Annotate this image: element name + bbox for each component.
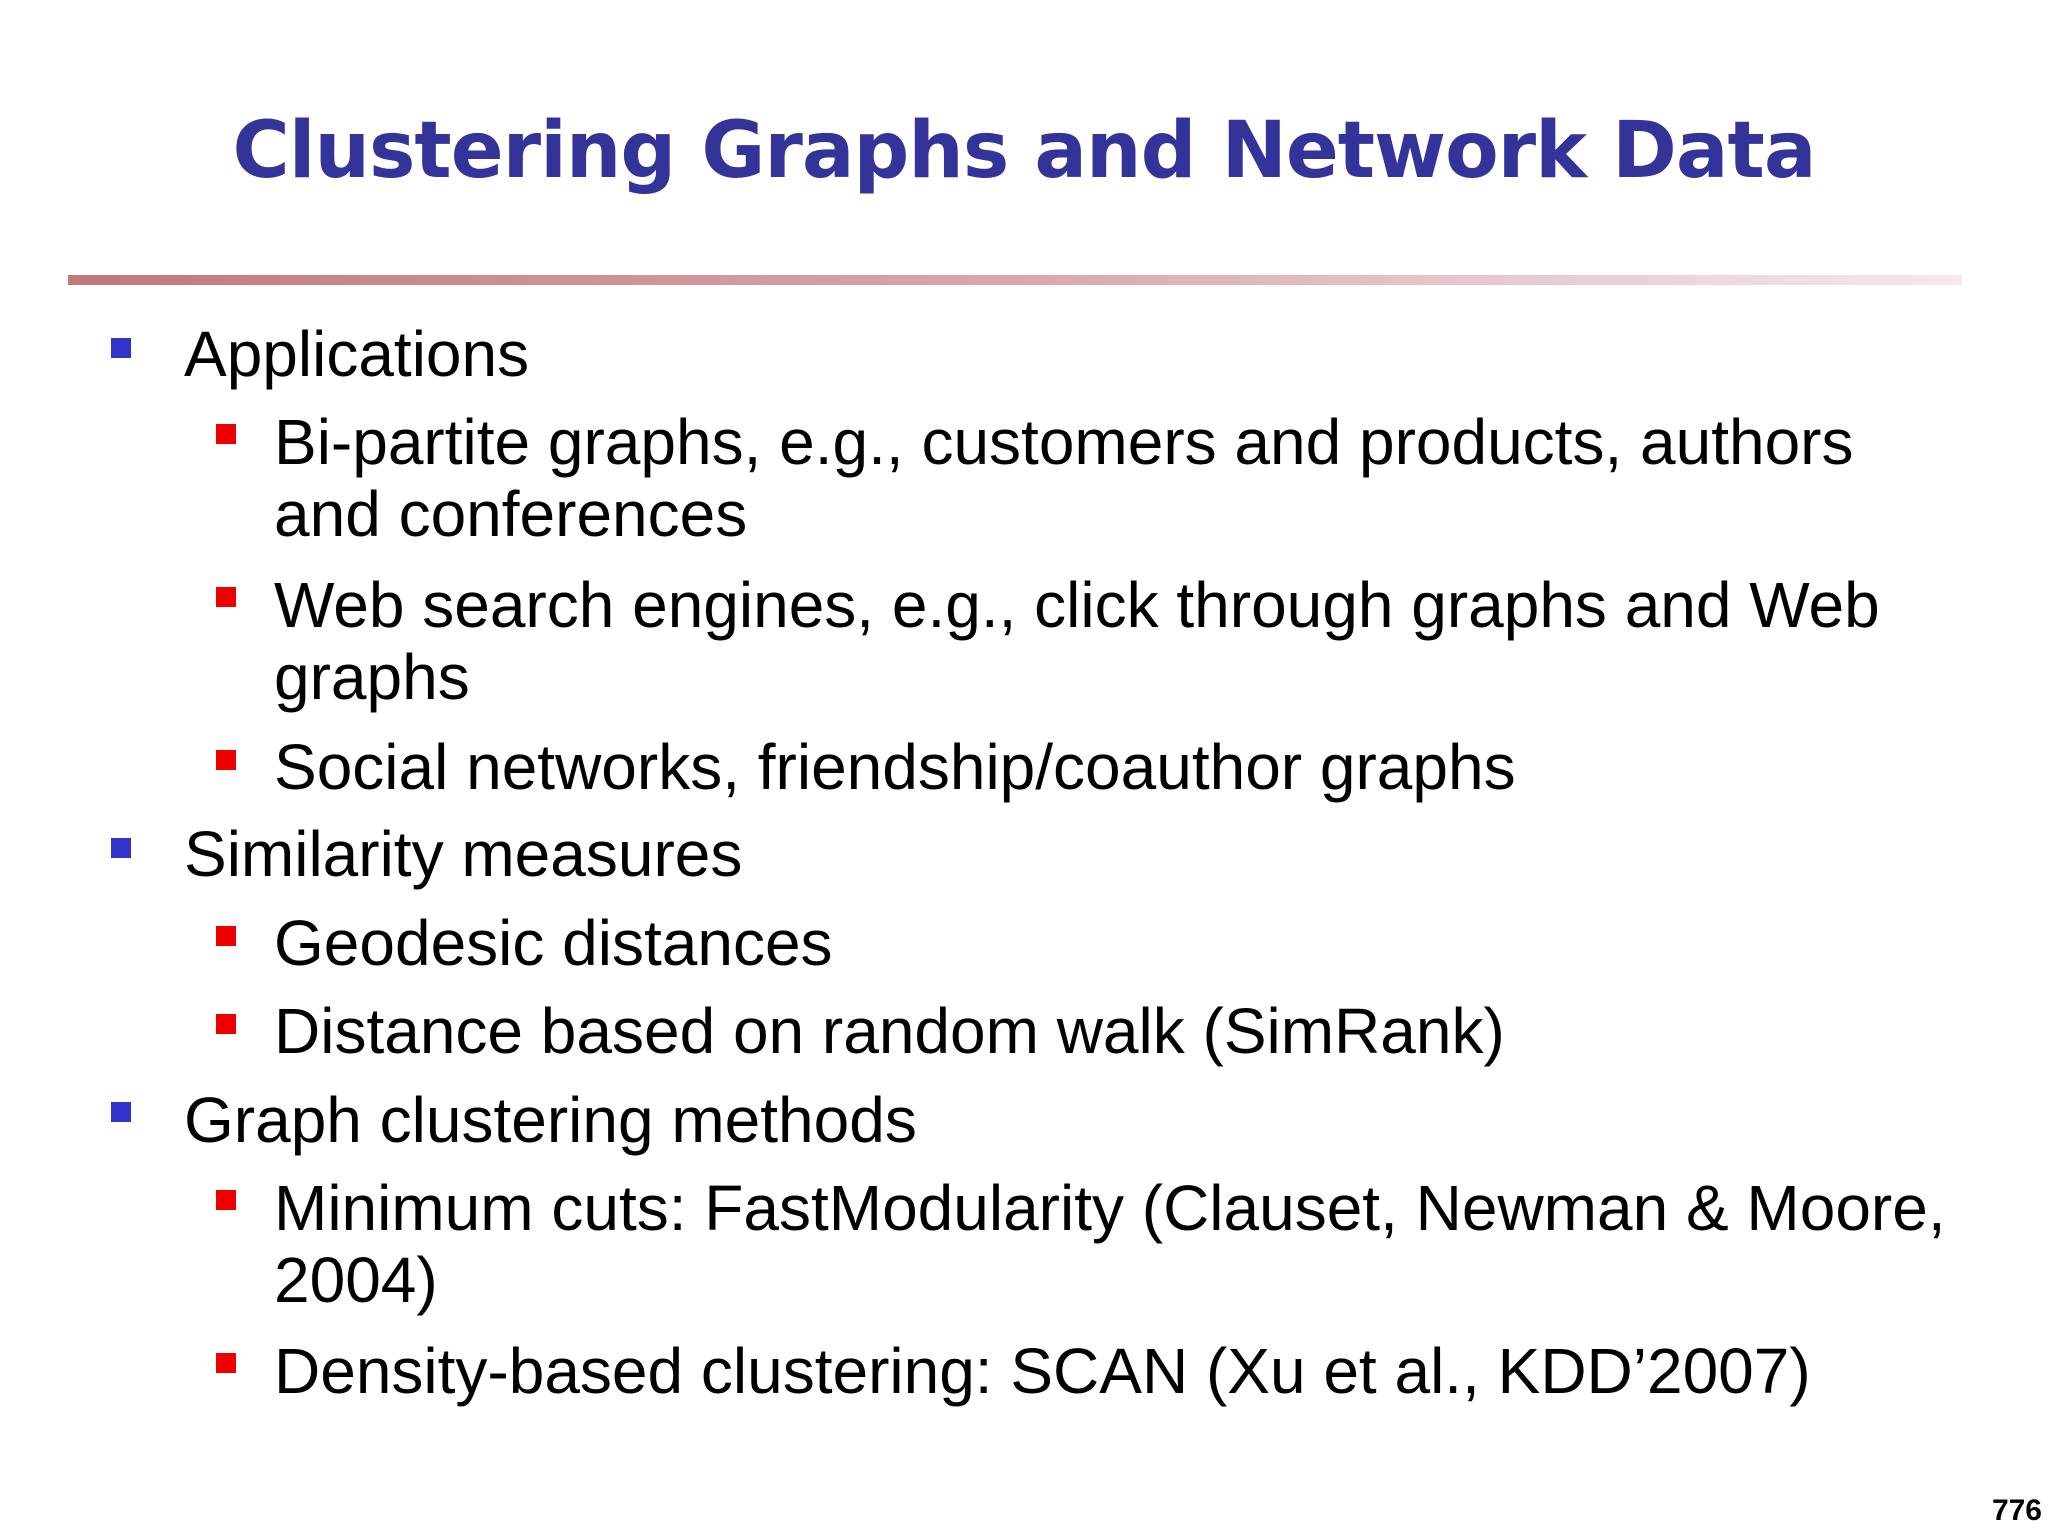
sub-bullet-web-search: Web search engines, e.g., click through graphs and Web graphs (274, 569, 1880, 713)
bullet-marker (111, 338, 131, 358)
sub-bullet-bipartite: Bi-partite graphs, e.g., customers and products, authors and conferences (274, 406, 1854, 550)
bullet-similarity-measures: Similarity measures (184, 818, 743, 890)
sub-bullet-random-walk: Distance based on random walk (SimRank) (274, 995, 1505, 1067)
sub-bullet-marker (216, 1190, 236, 1210)
sub-bullet-marker (216, 750, 236, 770)
sub-bullet-geodesic: Geodesic distances (274, 907, 833, 979)
sub-bullet-marker (216, 926, 236, 946)
bullet-graph-clustering: Graph clustering methods (184, 1084, 917, 1156)
sub-bullet-marker (216, 424, 236, 444)
sub-bullet-marker (216, 1014, 236, 1034)
sub-bullet-social-networks: Social networks, friendship/coauthor graphs (274, 731, 1516, 803)
bullet-marker (111, 838, 131, 858)
bullet-marker (111, 1102, 131, 1122)
sub-bullet-marker (216, 1353, 236, 1373)
sub-bullet-density-based: Density-based clustering: SCAN (Xu et al., KDD’2007) (274, 1335, 1811, 1407)
slide-title: Clustering Graphs and Network Data (232, 106, 1816, 196)
page-number: 776 (1991, 1494, 2042, 1527)
bullet-applications: Applications (184, 318, 530, 390)
sub-bullet-marker (216, 587, 236, 607)
sub-bullet-minimum-cuts: Minimum cuts: FastModularity (Clauset, Newman & Moore, 2004) (274, 1172, 1946, 1316)
